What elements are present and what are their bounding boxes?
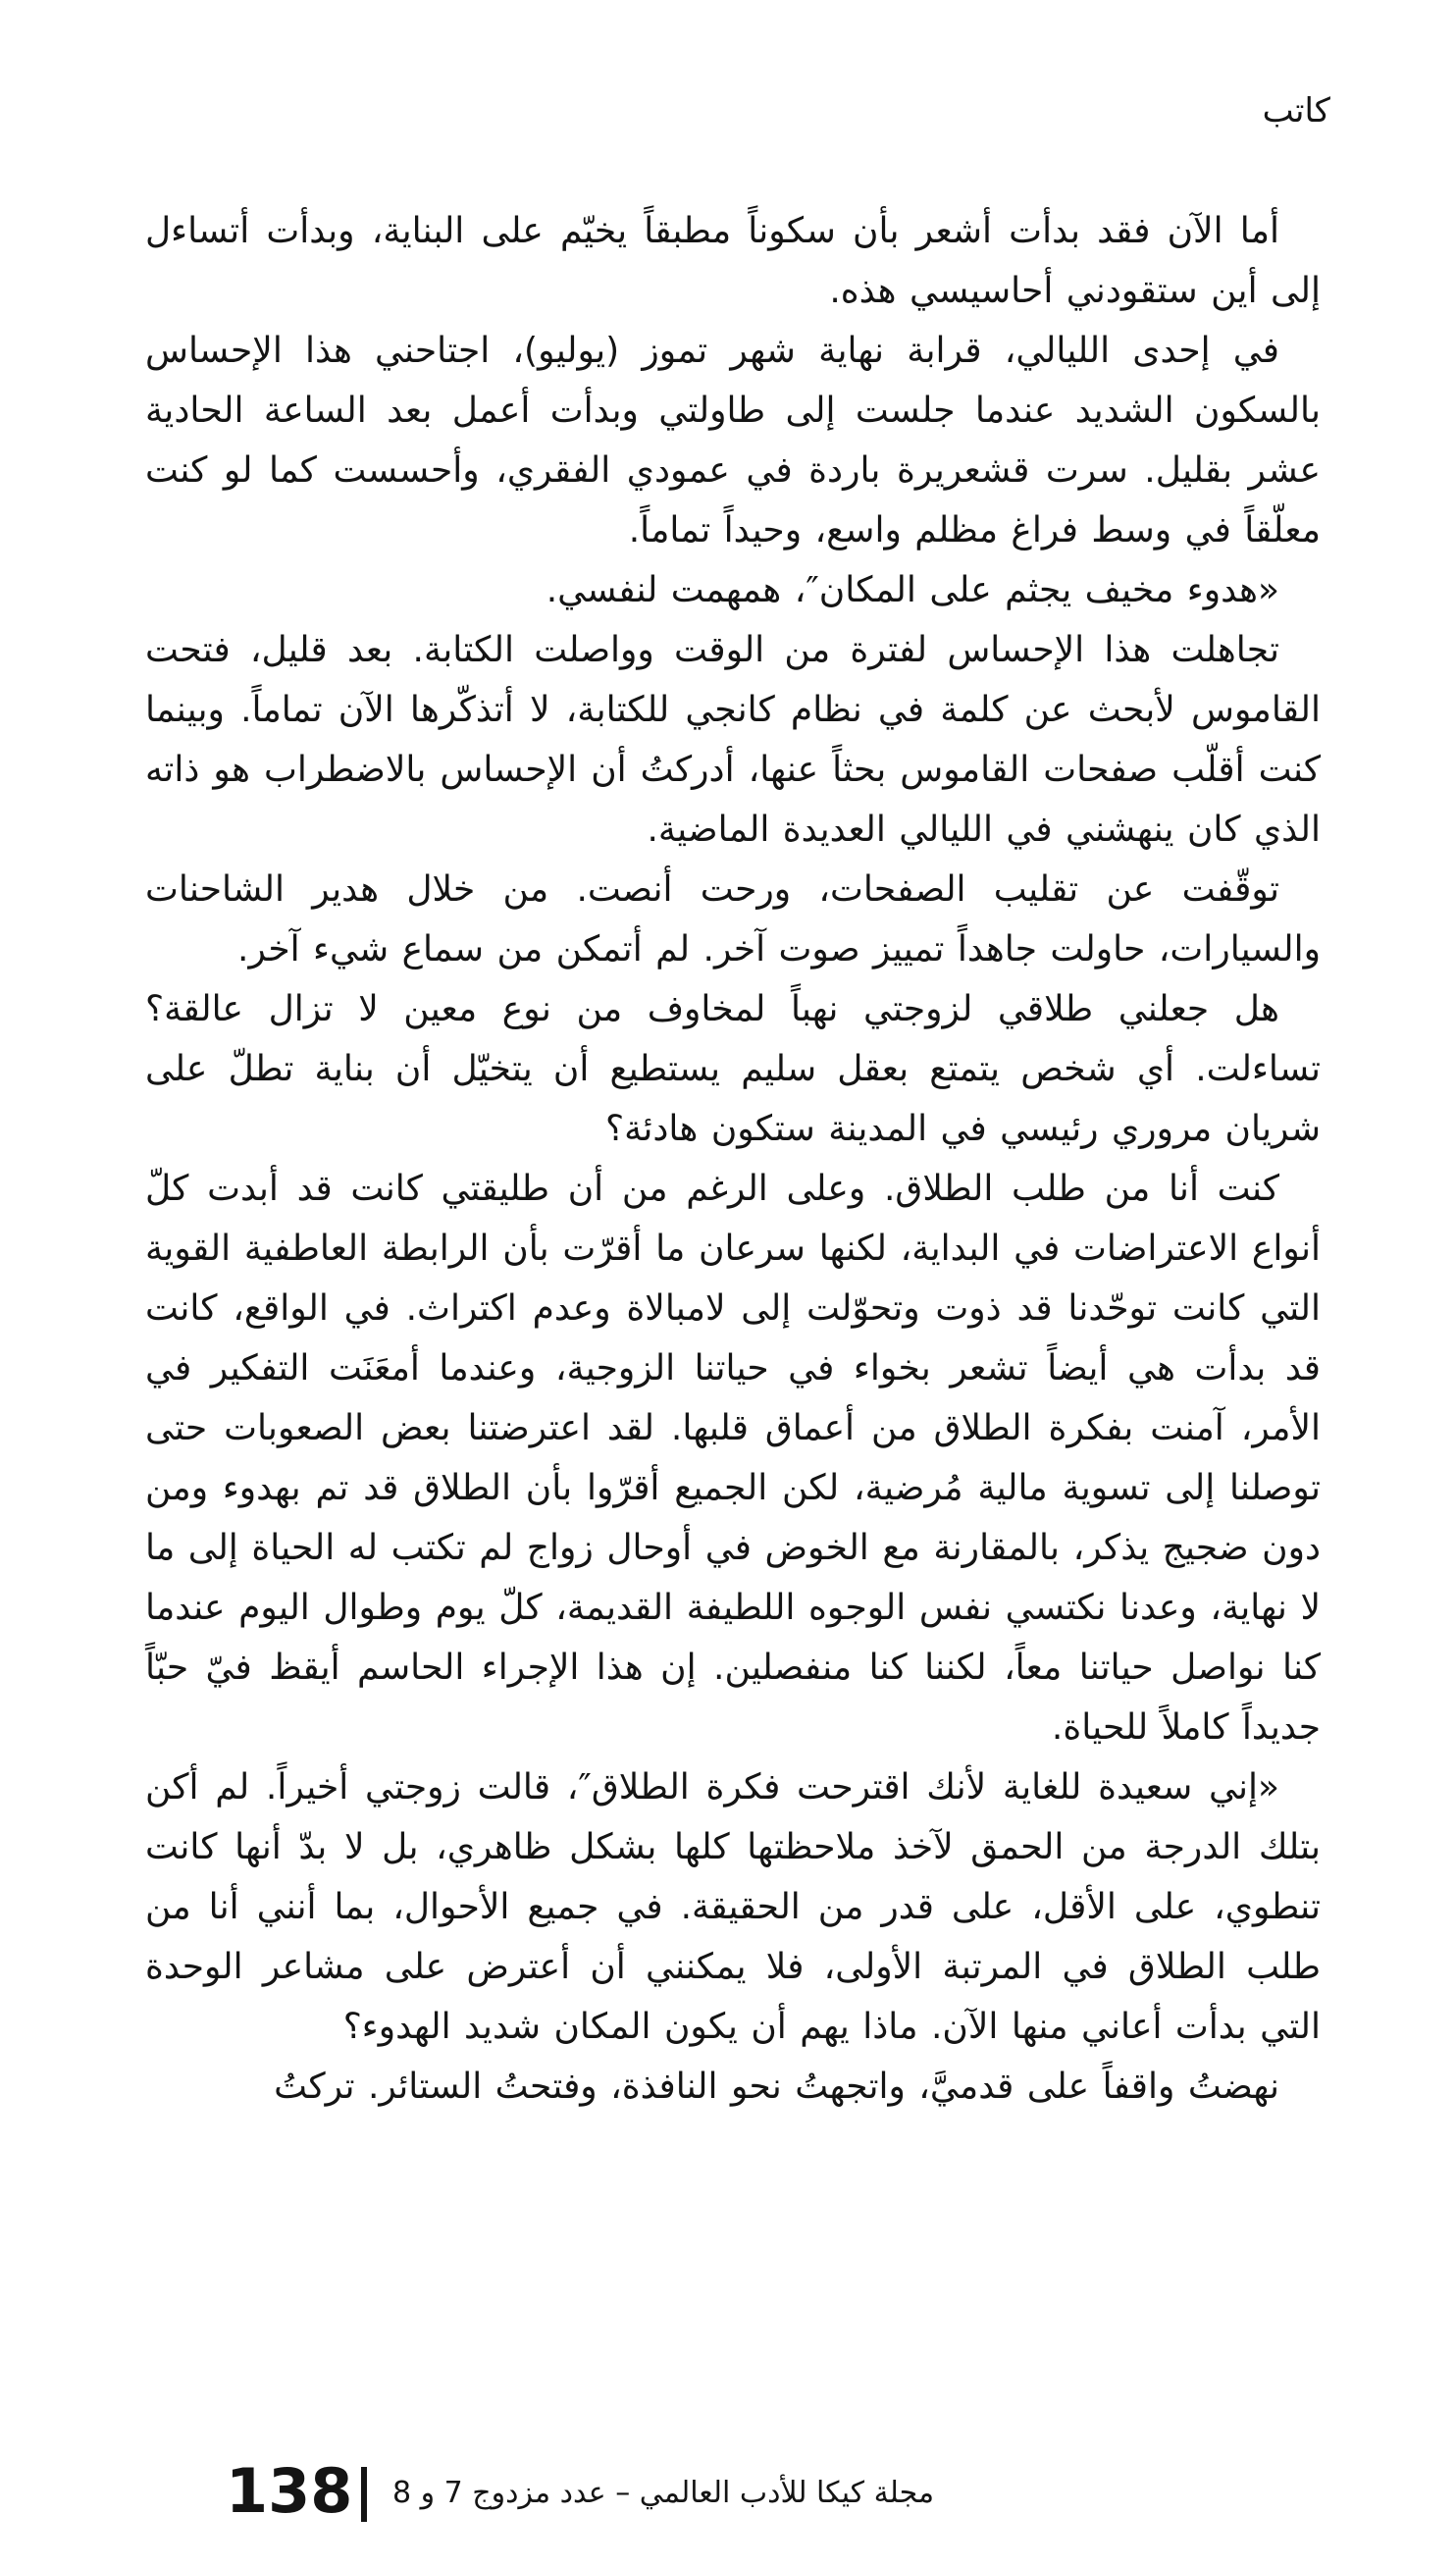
article-body bbox=[145, 201, 1321, 2117]
paragraph: تجاهلت هذا الإحساس لفترة من الوقت وواصلت الكتابة. بعد قليل، فتحت القاموس لأبحث عن كلمة في نظام كانجي للكتابة، لا أتذكّرها الآن تماماً. وبينما كنت أقلّب صفحات القاموس بحثاً عنها، أدركتُ أن الإحساس بالاضطراب هو ذاته الذي كان ينهشني في الليالي العديدة الماضية. bbox=[145, 630, 1321, 850]
paragraph: «إني سعيدة للغاية لأنك اقترحت فكرة الطلاق″، قالت زوجتي أخيراً. لم أكن بتلك الدرجة من الحمق لآخذ ملاحظتها كلها بشكل ظاهري، بل لا بدّ أنها كانت تنطوي، على الأقل، على قدر من الحقيقة. في جميع الأحوال، بما أنني أنا من طلب الطلاق في المرتبة الأولى، فلا يمكنني أن أعترض على مشاعر الوحدة التي بدأت أعاني منها الآن. ماذا يهم أن يكون المكان شديد الهدوء؟ bbox=[145, 1767, 1321, 2047]
paragraph: في إحدى الليالي، قرابة نهاية شهر تموز (يوليو)، اجتاحني هذا الإحساس بالسكون الشديد عندما جلست إلى طاولتي وبدأت أعمل بعد الساعة الحادية عشر بقليل. سرت قشعريرة باردة في عمودي الفقري، وأحسست كما لو كنت معلّقاً في وسط فراغ مظلم واسع، وحيداً تماماً. bbox=[145, 331, 1321, 550]
paragraph: أما الآن فقد بدأت أشعر بأن سكوناً مطبقاً يخيّم على البناية، وبدأت أتساءل إلى أين ستقودني أحاسيسي هذه. bbox=[145, 211, 1321, 311]
running-header-title: كاتب bbox=[1262, 91, 1330, 131]
journal-issue-line: مجلة كيكا للأدب العالمي – عدد مزدوج 7 و 8 bbox=[392, 2476, 935, 2510]
footer-divider bbox=[361, 2467, 367, 2522]
page-footer bbox=[196, 2455, 1456, 2530]
paragraph: توقّفت عن تقليب الصفحات، ورحت أنصت. من خلال هدير الشاحنات والسيارات، حاولت جاهداً تمييز صوت آخر. لم أتمكن من سماع شيء آخر. bbox=[145, 869, 1321, 969]
paragraph: هل جعلني طلاقي لزوجتي نهباً لمخاوف من نوع معين لا تزال عالقة؟ تساءلت. أي شخص يتمتع بعقل سليم يستطيع أن يتخيّل أن بناية تطلّ على شريان مروري رئيسي في المدينة ستكون هادئة؟ bbox=[145, 989, 1321, 1149]
paragraph: كنت أنا من طلب الطلاق. وعلى الرغم من أن طليقتي كانت قد أبدت كلّ أنواع الاعتراضات في البداية، لكنها سرعان ما أقرّت بأن الرابطة العاطفية القوية التي كانت توحّدنا قد ذوت وتحوّلت إلى لامبالاة وعدم اكتراث. في الواقع، كانت قد بدأت هي أيضاً تشعر بخواء في حياتنا الزوجية، وعندما أمعَنَت التفكير في الأمر، آمنت بفكرة الطلاق من أعماق قلبها. لقد اعترضتنا بعض الصعوبات حتى توصلنا إلى تسوية مالية مُرضية، لكن الجميع أقرّوا بأن الطلاق قد تم بهدوء ومن دون ضجيج يذكر، بالمقارنة مع الخوض في أوحال زواج لم تكتب له الحياة إلى ما لا نهاية، وعدنا نكتسي نفس الوجوه اللطيفة القديمة، كلّ يوم وطوال اليوم عندما كنا نواصل حياتنا معاً، لكننا كنا منفصلين. إن هذا الإجراء الحاسم أيقظ فيّ حبّاً جديداً كاملاً للحياة. bbox=[145, 1169, 1321, 1748]
page-number: 138 bbox=[226, 2455, 353, 2527]
paragraph: «هدوء مخيف يجثم على المكان″، همهمت لنفسي. bbox=[546, 570, 1279, 610]
paragraph: نهضتُ واقفاً على قدميَّ، واتجهتُ نحو النافذة، وفتحتُ الستائر. تركتُ bbox=[274, 2067, 1279, 2107]
